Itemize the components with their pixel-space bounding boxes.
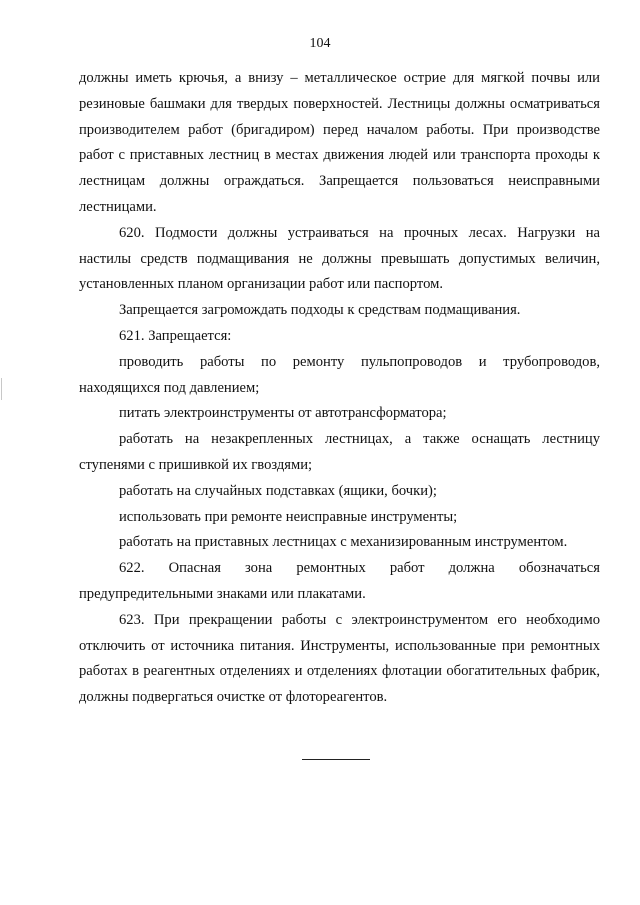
paragraph-620-prohibition: Запрещается загромождать подходы к средствам подмащивания. xyxy=(119,302,521,319)
paragraph-621-item-4: работать на случайных подставках (ящики, бочки); xyxy=(119,482,437,499)
paragraph-622: 622. Опасная зона ремонтных работ должна обозначаться предупредительными знаками или плакатами. xyxy=(79,560,600,602)
paragraph-621-heading: 621. Запрещается: xyxy=(119,327,232,344)
closing-divider xyxy=(302,759,370,760)
document-body xyxy=(79,66,600,711)
paragraph-621-item-1: проводить работы по ремонту пульпопроводов и трубопроводов, находящихся под давлением; xyxy=(79,353,600,396)
paragraph-621-item-5: использовать при ремонте неисправные инструменты; xyxy=(119,508,458,525)
paragraph-620: 620. Подмости должны устраиваться на прочных лесах. Нагрузки на настилы средств подмащивания не должны превышать допустимых величин, установленных планом организации работ или паспортом. xyxy=(79,224,600,293)
paragraph-621-item-6: работать на приставных лестницах с механизированным инструментом. xyxy=(119,534,568,551)
paragraph-continuation: должны иметь крючья, а внизу – металлическое острие для мягкой почвы или резиновые башмаки для твердых поверхностей. Лестницы должны осматриваться производителем работ (бригадиром) перед началом работы. При производстве работ с приставных лестниц в местах движения людей или транспорта проходы к лестницам должны ограждаться. Запрещается пользоваться неисправными лестницами. xyxy=(79,70,600,215)
paragraph-621-item-3: работать на незакрепленных лестницах, а также оснащать лестницу ступенями с пришивкой их гвоздями; xyxy=(79,431,600,473)
paragraph-621-item-2: питать электроинструменты от автотрансформатора; xyxy=(119,405,447,422)
scan-margin-mark xyxy=(1,378,2,400)
page-number: 104 xyxy=(309,36,331,51)
paragraph-623: 623. При прекращении работы с электроинструментом его необходимо отключить от источника питания. Инструменты, использованные при ремонтных работах в реагентных отделениях и отделениях флотации обогатительных фабрик, должны подвергаться очистке от флотореагентов. xyxy=(79,611,600,706)
